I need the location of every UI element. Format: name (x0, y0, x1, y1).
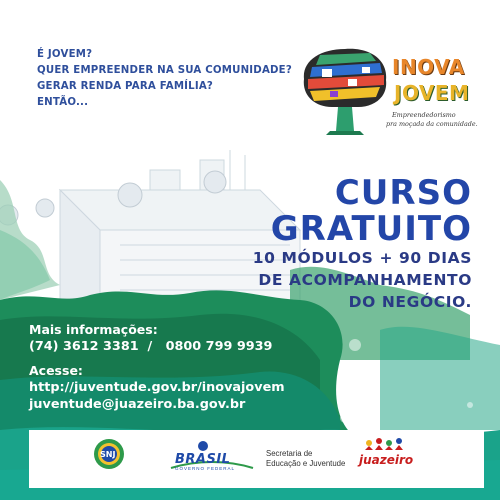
contact-info (29, 322, 285, 413)
intro-line: GERAR RENDA PARA FAMÍLIA? (37, 81, 214, 92)
intro-line: QUER EMPREENDER NA SUA COMUNIDADE? (37, 65, 292, 76)
headline-title: GRATUITO (270, 209, 472, 249)
logo-word-jovem: JOVEM (394, 81, 470, 105)
intro-line: ENTÃO... (37, 97, 89, 108)
secretaria-line: Secretaria de (266, 449, 313, 458)
access-label: Acesse: (29, 363, 83, 378)
secretaria-line: Educação e Juventude (266, 459, 346, 468)
juazeiro-wordmark: juazeiro (359, 453, 414, 467)
snj-label: SNJ (100, 450, 116, 459)
logo-word-inova: INOVA (392, 55, 465, 79)
intro-line: É JOVEM? (37, 49, 93, 60)
website-url: http://juventude.gov.br/inovajovem (29, 380, 285, 395)
headline-detail: DO NEGÓCIO. (348, 293, 472, 311)
headline (253, 175, 472, 313)
phone-numbers: (74) 3612 3381 / 0800 799 9939 (29, 339, 273, 354)
logo-tagline: pra moçada da comunidade. (386, 120, 478, 128)
secretaria-logo (266, 449, 345, 469)
brasil-wordmark: BRASIL (175, 452, 231, 467)
juazeiro-logo (359, 430, 429, 488)
brasil-logo (167, 430, 257, 488)
headline-title: CURSO (334, 173, 472, 213)
snj-logo (89, 430, 133, 488)
headline-detail: 10 MÓDULOS + 90 DIAS (252, 249, 472, 267)
juazeiro-people-icon (359, 430, 429, 454)
info-label: Mais informações: (29, 322, 158, 337)
logo-tagline: Empreendedorismo (392, 111, 456, 119)
footer-logos (29, 430, 484, 488)
headline-detail: DE ACOMPANHAMENTO (258, 271, 472, 289)
email-address: juventude@juazeiro.ba.gov.br (29, 397, 246, 412)
brasil-subtitle: GOVERNO FEDERAL (175, 466, 236, 471)
tree-logo-art (300, 45, 390, 137)
snj-emblem-icon (89, 430, 133, 488)
spacer (29, 355, 285, 363)
inova-jovem-logo (300, 45, 480, 137)
left-foliage (0, 180, 60, 300)
intro-questions (37, 47, 297, 111)
